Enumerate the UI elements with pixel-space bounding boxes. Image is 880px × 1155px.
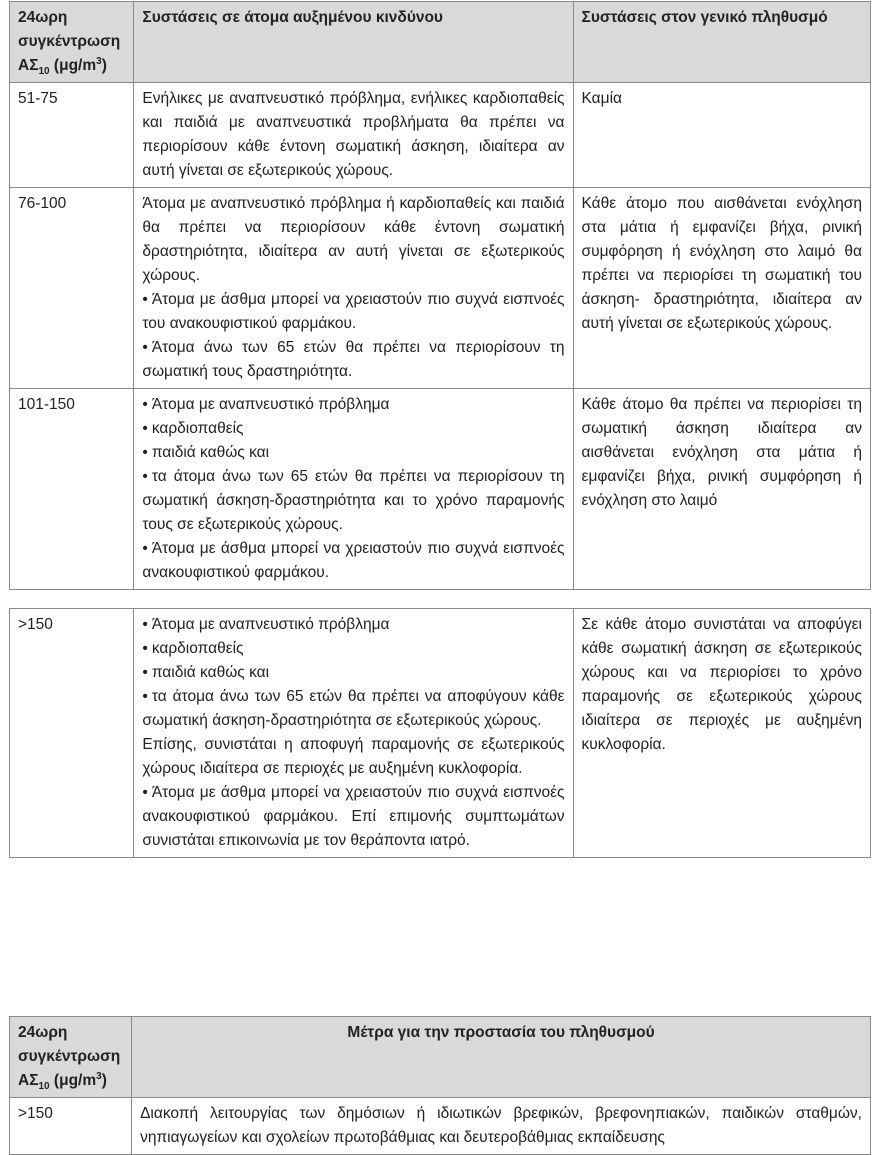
header-risk-groups: Συστάσεις σε άτομα αυξημένου κινδύνου xyxy=(134,2,573,83)
risk-cell: Άτομα με αναπνευστικό πρόβλημα ή καρδιοπαθείς και παιδιά θα πρέπει να περιορίσουν κάθε έντονη σωματική δραστηριότητα, ιδιαίτερα αν αυτή γίνεται σε εξωτερικούς χώρους. • Άτομα με άσθμα μπορεί να χρειαστούν πιο συχνά εισπνοές του ανακουφιστικού φαρμάκου. • Άτομα άνω των 65 ετών θα πρέπει να περιορίσουν τη σωματική τους δραστηριότητα. xyxy=(134,188,573,389)
table-row xyxy=(10,188,871,389)
range-cell: 51-75 xyxy=(10,83,134,188)
header-concentration: 24ωρη συγκέντρωση $A\Sigma_{10}$ $(\mu g/m^3)$ xyxy=(10,2,134,83)
general-cell: Κάθε άτομο θα πρέπει να περιορίσει τη σωματική άσκηση ιδιαίτερα αν αισθάνεται ενόχληση στα μάτια ή εμφανίζει βήχα, ρινική συμφόρηση ή ενόχληση στο λαιμό xyxy=(573,389,870,590)
measure-cell: Διακοπή λειτουργίας των δημόσιων ή ιδιωτικών βρεφικών, βρεφονηπιακών, παιδικών σταθμών, νηπιαγωγείων και σχολείων πρωτοβάθμιας και δευτεροβάθμιας εκπαίδευσης xyxy=(132,1098,871,1155)
range-cell: 101-150 xyxy=(10,389,134,590)
table-row xyxy=(10,609,871,858)
header-concentration: 24ωρη συγκέντρωση $A\Sigma_{10}$ $(\mu g/m^3)$ xyxy=(10,1017,132,1098)
general-cell: Καμία xyxy=(573,83,870,188)
table-row xyxy=(10,1098,871,1155)
risk-cell: Ενήλικες με αναπνευστικό πρόβλημα, ενήλικες καρδιοπαθείς και παιδιά με αναπνευστικά προβλήματα θα πρέπει να περιορίσουν κάθε έντονη σωματική άσκηση, ιδιαίτερα αν αυτή γίνεται σε εξωτερικούς χώρους. xyxy=(134,83,573,188)
general-cell: Σε κάθε άτομο συνιστάται να αποφύγει κάθε σωματική άσκηση σε εξωτερικούς χώρους και να περιορίσει το χρόνο παραμονής σε εξωτερικούς χώρους ιδιαίτερα σε περιοχές με αυξημένη κυκλοφορία. xyxy=(573,609,870,858)
range-cell: >150 xyxy=(10,1098,132,1155)
general-cell: Κάθε άτομο που αισθάνεται ενόχληση στα μάτια ή εμφανίζει βήχα, ρινική συμφόρηση ή ενόχληση στο λαιμό θα πρέπει να περιορίσει τη σωματική του άσκηση- δραστηριότητα, ιδιαίτερα αν αυτή γίνεται σε εξωτερικούς χώρους. xyxy=(573,188,870,389)
risk-cell: • Άτομα με αναπνευστικό πρόβλημα • καρδιοπαθείς • παιδιά καθώς και • τα άτομα άνω των 65 ετών θα πρέπει να περιορίσουν τη σωματική άσκηση-δραστηριότητα και το χρόνο παραμονής τους σε εξωτερικούς χώρους. • Άτομα με άσθμα μπορεί να χρειαστούν πιο συχνά εισπνοές ανακουφιστικού φαρμάκου. xyxy=(134,389,573,590)
table-row xyxy=(10,83,871,188)
recommendations-table xyxy=(9,1,871,858)
table-row xyxy=(10,389,871,590)
page-break-gap xyxy=(10,590,871,609)
header-protection-measures: Μέτρα για την προστασία του πληθυσμού xyxy=(132,1017,871,1098)
range-cell: >150 xyxy=(10,609,134,858)
header-general-population: Συστάσεις στον γενικό πληθυσμό xyxy=(573,2,870,83)
table-header-row xyxy=(10,2,871,83)
risk-cell: • Άτομα με αναπνευστικό πρόβλημα • καρδιοπαθείς • παιδιά καθώς και • τα άτομα άνω των 65 ετών θα πρέπει να αποφύγουν κάθε σωματική άσκηση-δραστηριότητα σε εξωτερικούς χώρους. Επίσης, συνιστάται η αποφυγή παραμονής σε εξωτερικούς χώρους ιδιαίτερα σε περιοχές με αυξημένη κυκλοφορία. • Άτομα με άσθμα μπορεί να χρειαστούν πιο συχνά εισπνοές ανακουφιστικού φαρμάκου. Επί επιμονής συμπτωμάτων συνιστάται επικοινωνία με τον θεράποντα ιατρό. xyxy=(134,609,573,858)
protection-measures-table xyxy=(9,1016,871,1155)
range-cell: 76-100 xyxy=(10,188,134,389)
table-header-row xyxy=(10,1017,871,1098)
